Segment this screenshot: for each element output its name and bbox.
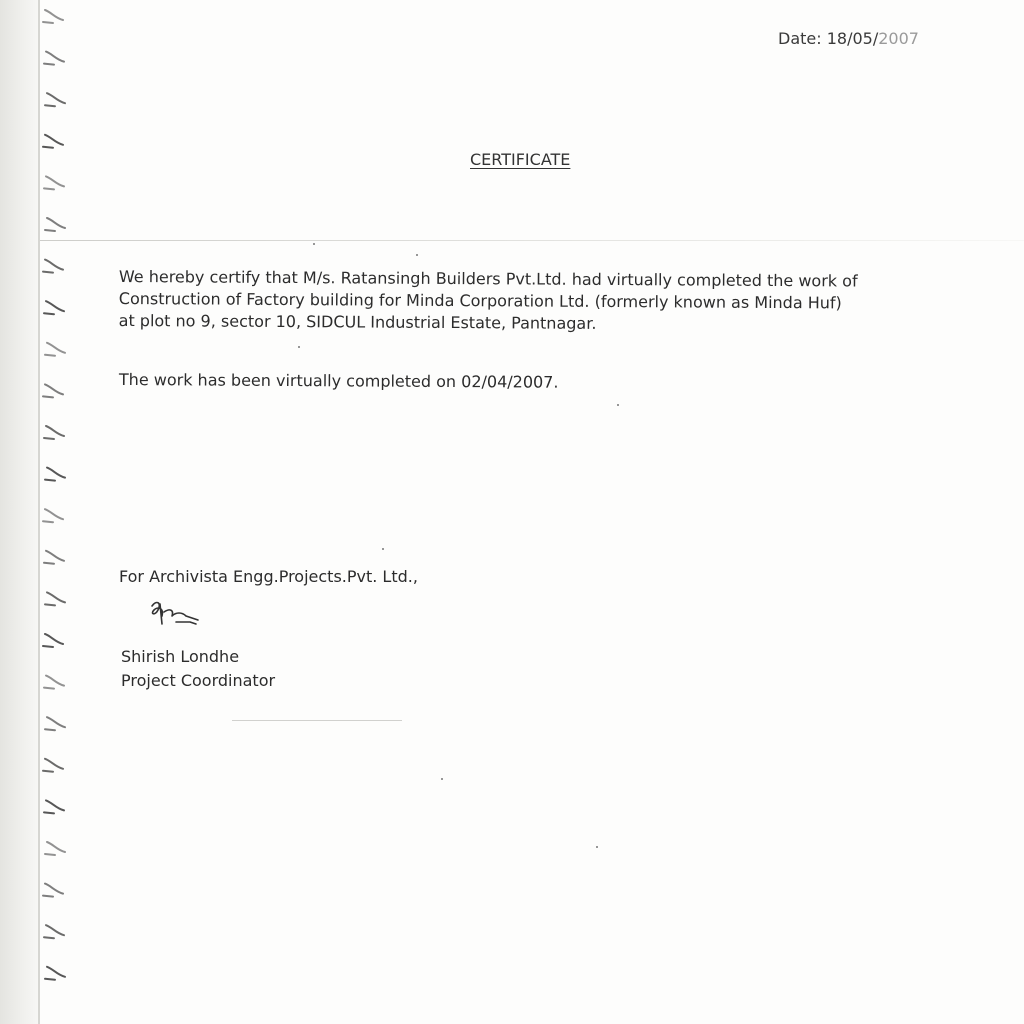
punch-hole-mark	[45, 343, 65, 356]
punch-hole-mark	[45, 218, 65, 231]
punch-hole-mark	[43, 759, 63, 772]
body-line: Construction of Factory building for Minda Corporation Ltd. (formerly known as Minda Huf)	[118, 288, 842, 313]
punch-hole-mark	[43, 260, 63, 273]
for-company-line: For Archivista Engg.Projects.Pvt. Ltd.,	[119, 567, 418, 586]
body-line: We hereby certify that M/s. Ratansingh Builders Pvt.Ltd. had virtually completed the work of	[118, 266, 858, 291]
punch-hole-mark	[45, 717, 65, 730]
date-value-faded: 2007	[878, 29, 919, 48]
punch-hole-mark	[45, 93, 65, 106]
speck	[441, 778, 443, 780]
speck	[298, 346, 300, 348]
fold-line	[40, 240, 1024, 241]
speck	[617, 404, 619, 406]
speck	[416, 254, 418, 256]
body-line: at plot no 9, sector 10, SIDCUL Industrial Estate, Pantnagar.	[118, 310, 597, 333]
punch-hole-mark	[45, 967, 65, 980]
punch-hole-mark	[43, 384, 63, 397]
speck	[313, 243, 315, 245]
certificate-title: CERTIFICATE	[470, 150, 571, 169]
signature-mark	[146, 598, 216, 634]
document-date	[778, 29, 919, 48]
punch-hole-mark	[43, 135, 63, 148]
punch-hole-mark	[44, 176, 64, 189]
punch-hole-mark	[44, 800, 64, 813]
punch-hole-mark	[45, 468, 65, 481]
punch-hole-mark	[45, 842, 65, 855]
date-value: 18/05/	[826, 29, 879, 48]
date-label: Date:	[778, 29, 822, 48]
punch-hole-mark	[43, 10, 63, 23]
certificate-body	[119, 266, 939, 337]
punch-hole-mark	[44, 301, 64, 314]
punch-hole-mark	[44, 676, 64, 689]
punch-hole-mark	[44, 551, 64, 564]
speck	[596, 846, 598, 848]
completion-statement: The work has been virtually completed on 02/04/2007.	[118, 370, 559, 392]
punch-hole-mark	[44, 52, 64, 65]
faint-line	[232, 720, 402, 721]
punch-hole-mark	[43, 634, 63, 647]
punch-holes	[0, 0, 80, 1024]
signer-name: Shirish Londhe	[121, 647, 240, 666]
speck	[382, 548, 384, 550]
punch-hole-mark	[43, 509, 63, 522]
signer-title: Project Coordinator	[121, 671, 276, 690]
punch-hole-mark	[44, 426, 64, 439]
punch-hole-mark	[43, 884, 63, 897]
punch-hole-mark	[44, 925, 64, 938]
punch-hole-mark	[45, 592, 65, 605]
